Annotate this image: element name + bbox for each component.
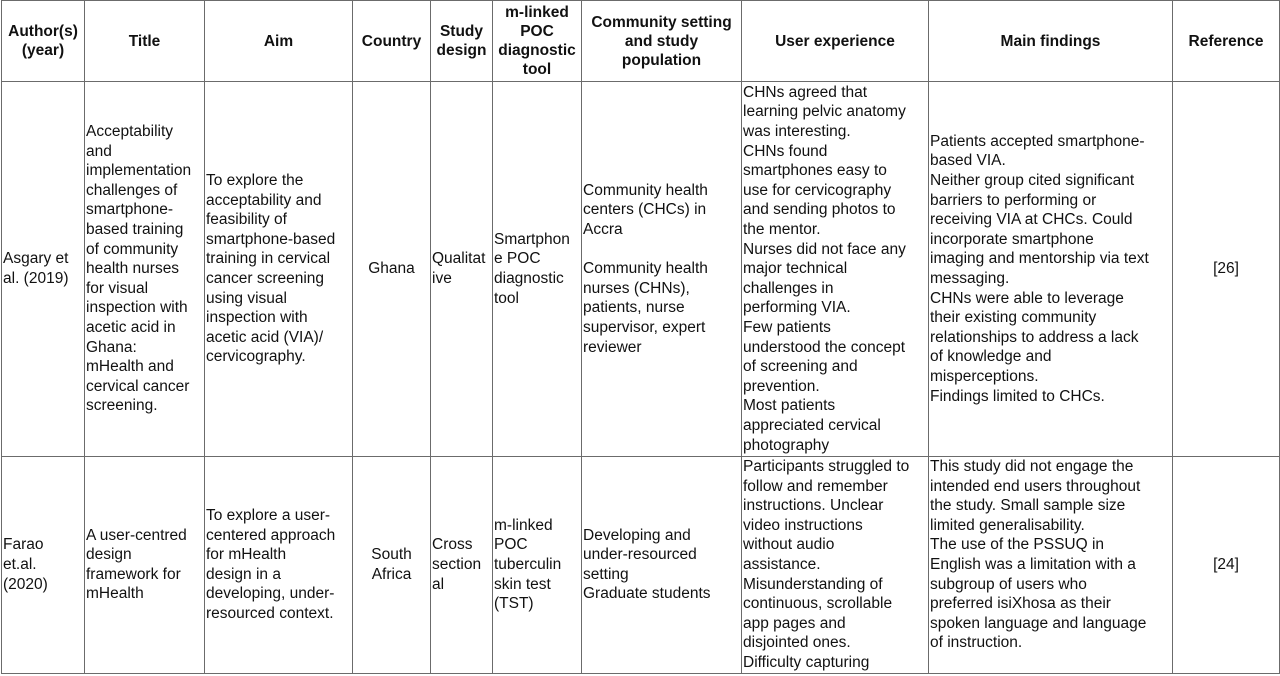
text-line: Ghana: — [86, 338, 137, 356]
cell-setting — [582, 82, 742, 457]
text-line: Misunderstanding of — [743, 575, 883, 593]
text-line: based VIA. — [930, 152, 1006, 170]
text-line: Community health — [583, 181, 708, 199]
text-line: Study — [439, 23, 484, 40]
text-line: acetic acid in — [86, 318, 176, 336]
text-line: the study. Small sample size — [930, 497, 1126, 515]
text-line: To explore a user- — [206, 506, 331, 524]
text-line: This study did not engage the — [930, 458, 1134, 475]
header-author — [2, 1, 85, 82]
text-line: Country — [361, 32, 422, 50]
text-line: mHealth and — [86, 358, 174, 376]
text-line: developing, under- — [206, 585, 335, 603]
cell-diagnostic-tool — [493, 82, 582, 457]
text-line: e POC — [494, 250, 541, 268]
text-line: (year) — [21, 42, 65, 59]
text-line: cervicography. — [206, 348, 306, 366]
text-line: smartphone- — [86, 201, 174, 219]
header-title — [85, 1, 205, 82]
text-line: the mentor. — [743, 221, 821, 239]
text-line: feasibility of — [206, 211, 287, 229]
cell-author — [2, 82, 85, 457]
text-line: video instructions — [743, 516, 863, 534]
header-row — [2, 1, 1280, 82]
text-line: CHNs were able to leverage — [930, 289, 1124, 307]
table-row — [2, 457, 1280, 674]
text-line: barriers to performing or — [930, 191, 1097, 209]
text-line: patients, nurse — [583, 299, 685, 317]
text-line: intended end users throughout — [930, 477, 1141, 495]
text-line: prevention. — [743, 377, 820, 395]
text-line: resourced context. — [206, 604, 334, 622]
text-line: learning pelvic anatomy — [743, 103, 906, 121]
text-line: The use of the PSSUQ in — [930, 536, 1105, 554]
text-line: section — [432, 555, 482, 573]
text-line: under-resourced — [583, 546, 697, 564]
text-line: setting — [583, 565, 629, 583]
header-country — [353, 1, 431, 82]
text-line: spoken language and language — [930, 614, 1147, 632]
text-line: acceptability and — [206, 191, 322, 209]
text-line: [24] — [1213, 555, 1239, 573]
cell-study-design — [431, 82, 493, 457]
cell-reference — [1173, 82, 1280, 457]
text-line: POC — [494, 536, 528, 554]
text-line: Community setting — [591, 13, 732, 31]
text-line — [583, 240, 740, 260]
cell-main-findings — [929, 457, 1173, 674]
text-line: cervical cancer — [86, 377, 190, 395]
text-line: using visual — [206, 289, 287, 307]
text-line: limited generalisability. — [930, 516, 1085, 534]
text-line: misperceptions. — [930, 367, 1039, 385]
text-line: performing VIA. — [743, 299, 851, 317]
text-line: smartphone-based — [206, 230, 336, 248]
cell-study-design — [431, 457, 493, 674]
text-line: cancer screening — [206, 270, 325, 287]
text-line: appreciated cervical — [743, 416, 881, 434]
text-line: challenges of — [86, 181, 178, 199]
text-line: CHNs found — [743, 142, 828, 160]
text-line: relationships to address a lack — [930, 328, 1139, 346]
text-line: al — [432, 575, 445, 593]
header-aim — [205, 1, 353, 82]
text-line: smartphones easy to — [743, 162, 887, 180]
text-line: Difficulty capturing — [743, 653, 870, 671]
text-line: Findings limited to CHCs. — [930, 387, 1105, 405]
text-line: their existing community — [930, 309, 1097, 327]
text-line: continuous, scrollable — [743, 595, 893, 613]
cell-user-experience — [742, 82, 929, 457]
table-row — [2, 82, 1280, 457]
text-line: CHNs agreed that — [743, 83, 868, 101]
text-line: was interesting. — [743, 123, 851, 141]
header-reference — [1173, 1, 1280, 82]
text-line: design — [436, 42, 487, 59]
cell-setting — [582, 457, 742, 674]
text-line: instructions. Unclear — [743, 497, 884, 515]
text-line: imaging and mentorship via text — [930, 250, 1149, 268]
text-line: supervisor, expert — [583, 318, 706, 336]
cell-reference — [1173, 457, 1280, 674]
cell-diagnostic-tool — [493, 457, 582, 674]
text-line: of screening and — [743, 358, 858, 376]
text-line: Aim — [263, 32, 294, 50]
text-line: Patients accepted smartphone- — [930, 132, 1145, 150]
text-line: population — [621, 51, 702, 69]
text-line: A user-centred — [86, 526, 187, 544]
text-line: Community health — [583, 260, 708, 278]
text-line: training in cervical — [206, 250, 331, 268]
text-line: Ghana — [368, 260, 415, 278]
text-line: based training — [86, 221, 184, 239]
text-line: et.al. — [3, 555, 37, 573]
text-line: of community — [86, 240, 179, 258]
text-line: Acceptability — [86, 123, 174, 141]
text-line: acetic acid (VIA)/ — [206, 328, 324, 346]
header-setting — [582, 1, 742, 82]
text-line: reviewer — [583, 338, 642, 356]
text-line: and sending photos to — [743, 201, 896, 219]
cell-author — [2, 457, 85, 674]
cell-title — [85, 457, 205, 674]
text-line: tool — [522, 61, 552, 78]
text-line: assistance. — [743, 555, 821, 573]
text-line: To explore the — [206, 172, 304, 190]
text-line: Reference — [1188, 32, 1264, 50]
text-line: and study — [624, 32, 699, 50]
cell-country — [353, 457, 431, 674]
text-line: Qualitat — [432, 250, 486, 268]
text-line: Graduate students — [583, 585, 711, 603]
text-line: Main findings — [1000, 32, 1101, 50]
studies-table — [1, 0, 1280, 674]
text-line: m-linked — [505, 4, 569, 21]
text-line: Accra — [583, 221, 623, 239]
text-line: incorporate smartphone — [930, 230, 1094, 248]
header-diagnostic-tool — [493, 1, 582, 82]
text-line: Neither group cited significant — [930, 172, 1135, 190]
text-line: centers (CHCs) in — [583, 201, 707, 219]
header-main-findings — [929, 1, 1173, 82]
text-line: Title — [128, 32, 161, 50]
text-line: Asgary et — [3, 250, 69, 268]
text-line: understood the concept — [743, 338, 906, 356]
text-line: Nurses did not face any — [743, 240, 906, 258]
text-line: Smartphon — [494, 230, 570, 248]
text-line: ive — [432, 270, 452, 287]
text-line: nurses (CHNs), — [583, 279, 690, 297]
text-line: without audio — [743, 536, 835, 554]
text-line: (TST) — [494, 595, 534, 613]
text-line: mHealth — [86, 585, 144, 603]
text-line: app pages and — [743, 614, 846, 632]
text-line: major technical — [743, 260, 848, 278]
text-line: messaging. — [930, 270, 1010, 287]
text-line: Participants struggled to — [743, 458, 910, 475]
header-study-design — [431, 1, 493, 82]
text-line: m-linked — [494, 516, 553, 534]
cell-aim — [205, 457, 353, 674]
cell-main-findings — [929, 82, 1173, 457]
text-line: User experience — [775, 32, 895, 50]
text-line: al. (2019) — [3, 270, 69, 287]
text-line: screening. — [86, 397, 158, 415]
text-line: Africa — [371, 565, 412, 583]
text-line: of knowledge and — [930, 348, 1052, 366]
text-line: Few patients — [743, 318, 831, 336]
text-line: preferred isiXhosa as their — [930, 595, 1111, 613]
text-line: Farao — [3, 536, 44, 554]
text-line: of instruction. — [930, 634, 1023, 652]
text-line: Cross — [432, 536, 473, 554]
text-line: and — [86, 142, 112, 160]
text-line: subgroup of users who — [930, 575, 1087, 593]
text-line: health nurses — [86, 260, 180, 278]
text-line: skin test — [494, 575, 551, 593]
text-line: design — [86, 546, 132, 564]
text-line: centered approach — [206, 526, 336, 544]
text-line: POC — [520, 23, 554, 40]
text-line: follow and remember — [743, 477, 888, 495]
text-line: Developing and — [583, 526, 691, 544]
text-line: [26] — [1213, 260, 1239, 278]
text-line: receiving VIA at CHCs. Could — [930, 211, 1133, 229]
text-line: inspection with — [86, 299, 188, 317]
text-line: diagnostic — [494, 270, 564, 287]
cell-aim — [205, 82, 353, 457]
cell-title — [85, 82, 205, 457]
header-user-experience — [742, 1, 929, 82]
cell-user-experience — [742, 457, 929, 674]
text-line: photography — [743, 436, 830, 454]
text-line: English was a limitation with a — [930, 555, 1136, 573]
text-line: use for cervicography — [743, 181, 892, 199]
text-line: Most patients — [743, 397, 836, 415]
text-line: South — [371, 546, 412, 564]
text-line: framework for — [86, 565, 181, 583]
text-line: for visual — [86, 279, 149, 297]
text-line: inspection with — [206, 309, 308, 327]
text-line: disjointed ones. — [743, 634, 851, 652]
text-line: design in a — [206, 565, 281, 583]
text-line: (2020) — [3, 575, 48, 593]
text-line: tuberculin — [494, 555, 562, 573]
text-line: implementation — [86, 162, 192, 180]
text-line: Author(s) — [8, 23, 78, 40]
cell-country — [353, 82, 431, 457]
text-line: challenges in — [743, 279, 834, 297]
text-line: for mHealth — [206, 546, 287, 564]
text-line: diagnostic — [498, 42, 576, 59]
text-line: tool — [494, 289, 519, 307]
